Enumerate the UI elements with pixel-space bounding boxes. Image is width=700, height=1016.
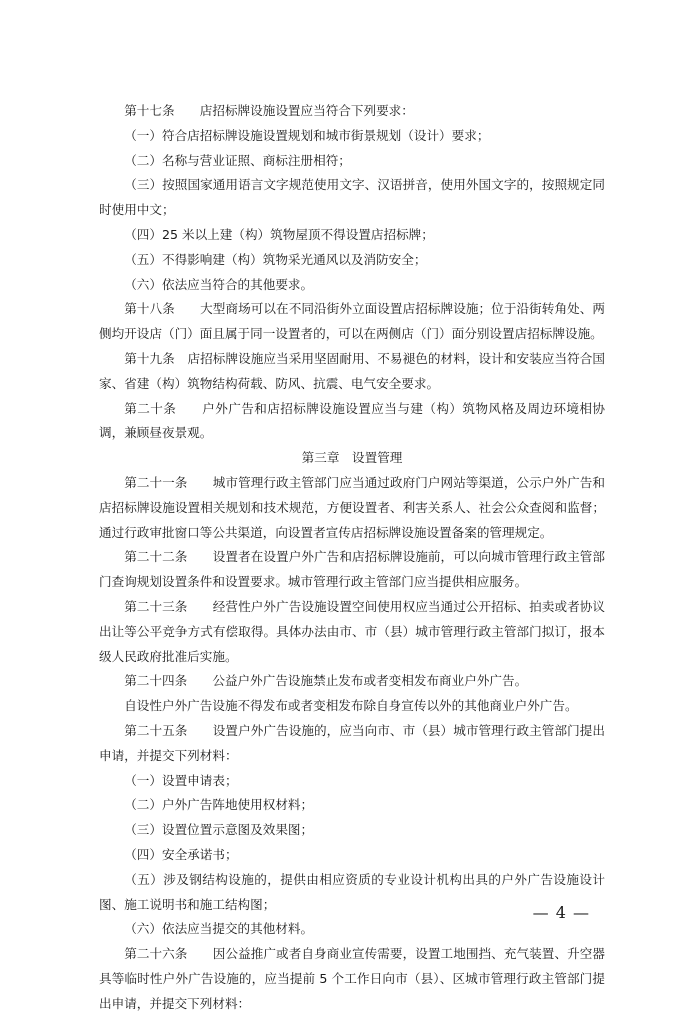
article-17-item-6: （六）依法应当符合的其他要求。 xyxy=(124,276,314,292)
article-19: 第十九条 店招标牌设施应当采用坚固耐用、不易褪色的材料，设计和安装应当符合国家、省建（构）筑物结构荷载、防风、抗震、电气安全要求。 xyxy=(99,350,605,391)
article-21: 第二十一条 城市管理行政主管部门应当通过政府门户网站等渠道，公示户外广告和店招标牌设施设置相关规划和技术规范，方便设置者、利害关系人、社会公众查阅和监督；通过行政审批窗口等公共渠道，向设置者宣传店招标牌设施设置备案的管理规定。 xyxy=(99,474,605,540)
article-17-heading: 第十七条 店招标牌设施设置应当符合下列要求： xyxy=(124,103,414,118)
article-17-item-2: （二）名称与营业证照、商标注册相符； xyxy=(124,152,351,168)
article-25-item-1: （一）设置申请表； xyxy=(124,772,238,788)
document-page xyxy=(99,99,605,1016)
article-25-item-5: （五）涉及钢结构设施的，提供由相应资质的专业设计机构出具的户外广告设施设计图、施工说明书和施工结构图； xyxy=(99,871,605,912)
article-22: 第二十二条 设置者在设置户外广告和店招标牌设施前，可以向城市管理行政主管部门查询规划设置条件和设置要求。城市管理行政主管部门应当提供相应服务。 xyxy=(99,549,605,590)
article-25-item-3: （三）设置位置示意图及效果图； xyxy=(124,822,314,838)
article-17-item-3: （三）按照国家通用语言文字规范使用文字、汉语拼音，使用外国文字的，按照规定同时使用中文； xyxy=(99,177,605,218)
article-17-item-5: （五）不得影响建（构）筑物采光通风以及消防安全； xyxy=(124,251,427,267)
article-24: 第二十四条 公益户外广告设施禁止发布或者变相发布商业户外广告。 xyxy=(124,673,528,689)
article-25-item-6: （六）依法应当提交的其他材料。 xyxy=(124,921,314,937)
article-17-item-1: （一）符合店招标牌设施设置规划和城市街景规划（设计）要求； xyxy=(124,127,490,143)
article-25-item-4: （四）安全承诺书； xyxy=(124,846,238,862)
chapter-heading: 第三章 设置管理 xyxy=(301,450,403,466)
article-25-item-2: （二）户外广告阵地使用权材料； xyxy=(124,797,314,813)
article-18: 第十八条 大型商场可以在不同沿街外立面设置店招标牌设施；位于沿街转角处、两侧均开设店（门）面且属于同一设置者的，可以在两侧店（门）面分别设置店招标牌设施。 xyxy=(99,301,605,342)
article-25: 第二十五条 设置户外广告设施的，应当向市、市（县）城市管理行政主管部门提出申请，并提交下列材料： xyxy=(99,722,605,763)
article-20: 第二十条 户外广告和店招标牌设施设置应当与建（构）筑物风格及周边环境相协调，兼顾昼夜景观。 xyxy=(99,400,605,441)
article-23: 第二十三条 经营性户外广告设施设置空间使用权应当通过公开招标、拍卖或者协议出让等公平竞争方式有偿取得。具体办法由市、市（县）城市管理行政主管部门拟订，报本级人民政府批准后实施。 xyxy=(99,598,605,664)
article-26: 第二十六条 因公益推广或者自身商业宣传需要，设置工地围挡、充气装置、升空器具等临时性户外广告设施的，应当提前 5 个工作日向市（县）、区城市管理行政主管部门提出申请，并提交下列材料： xyxy=(99,946,605,1011)
article-24-paragraph-2: 自设性户外广告设施不得发布或者变相发布除自身宣传以外的其他商业户外广告。 xyxy=(124,698,578,714)
page-number: — 4 — xyxy=(532,903,590,922)
article-17-item-4: （四）25 米以上建（构）筑物屋顶不得设置店招标牌； xyxy=(124,226,434,242)
